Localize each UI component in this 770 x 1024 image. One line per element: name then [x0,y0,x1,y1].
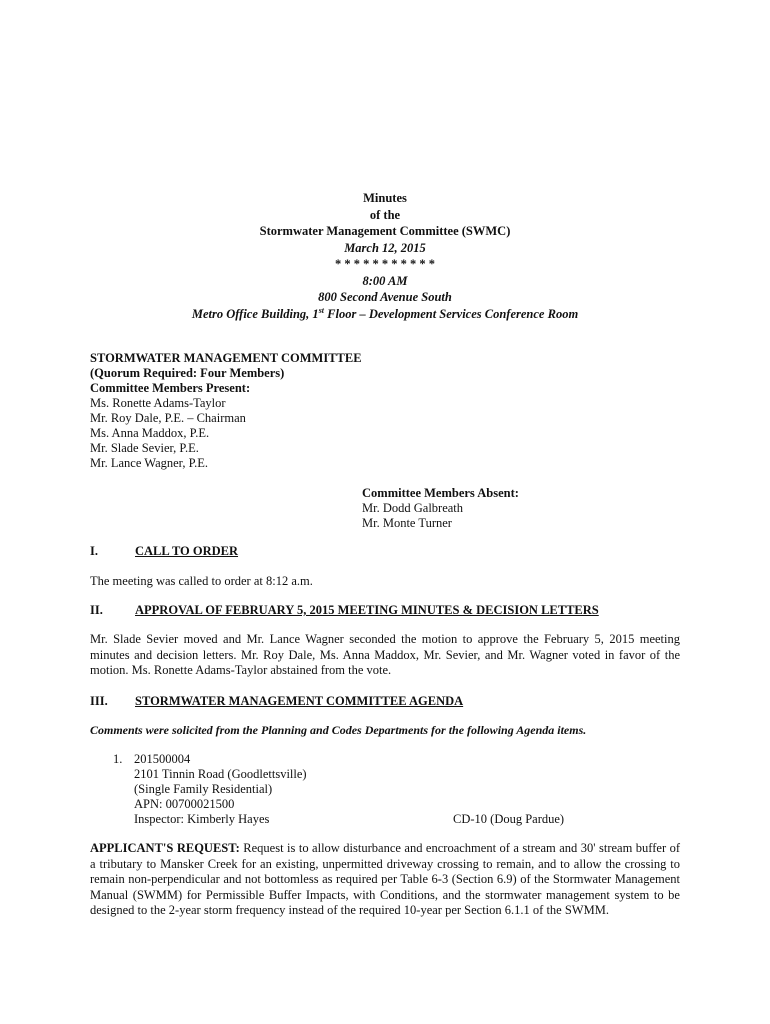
member-name: Ms. Anna Maddox, P.E. [90,426,210,440]
meeting-location [90,306,680,323]
section-number: III. [90,694,108,708]
section-number: II. [90,603,103,617]
star-divider: * * * * * * * * * * * [335,257,435,271]
item-number: 1. [113,752,123,766]
absent-label: Committee Members Absent: [362,486,519,500]
item-id: 201500004 [134,752,191,766]
header-committee-name: Stormwater Management Committee (SWMC) [259,224,511,238]
absent-member-name: Mr. Dodd Galbreath [362,501,464,515]
applicant-request-paragraph [90,841,680,919]
location-room: Floor – Development Services Conference Room [324,306,579,321]
committee-members-present [90,351,490,471]
header-line-minutes: Minutes [363,191,407,205]
meeting-time: 8:00 AM [362,273,408,288]
member-name: Mr. Slade Sevier, P.E. [90,441,199,455]
location-building: Metro Office Building, 1 [191,306,319,321]
agenda-note: Comments were solicited from the Planning and Codes Departments for the following Agenda items. [90,723,587,737]
location-floor-suffix: st [318,305,325,315]
section-title: STORMWATER MANAGEMENT COMMITTEE AGENDA [135,694,464,708]
minutes-header [90,190,680,322]
meeting-date: March 12, 2015 [344,240,426,255]
quorum-note: (Quorum Required: Four Members) [90,366,285,380]
item-apn: APN: 00700021500 [134,797,235,811]
member-name: Mr. Lance Wagner, P.E. [90,456,209,470]
applicant-request-text: Request is to allow disturbance and encroachment of a stream and 30' stream buffer of a tributary to Mansker Creek for an existing, unpermitted driveway crossing to remain, and to allow the crossing to remain non-perpendicular and not bottomless as required per Table 6-3 (Section 6.9) of the Stormwater Management Manual (SWMM) for Permissible Buffer Impacts, with Conditions, and the stormwater management system to be designed to the 2-year storm frequency instead of the required 10-year per Section 6.1.1 of the SWMM. [90,841,680,917]
present-label: Committee Members Present: [90,381,251,395]
member-name: Mr. Roy Dale, P.E. – Chairman [90,411,246,425]
section-title: APPROVAL OF FEBRUARY 5, 2015 MEETING MINUTES & DECISION LETTERS [135,603,599,617]
section-title: CALL TO ORDER [135,544,239,558]
item-council-district: CD-10 (Doug Pardue) [453,812,565,826]
section-number: I. [90,544,98,558]
header-line-of-the: of the [369,207,401,222]
item-type: (Single Family Residential) [134,782,273,796]
item-inspector: Inspector: Kimberly Hayes [134,812,270,826]
committee-title: STORMWATER MANAGEMENT COMMITTEE [90,351,362,365]
member-name: Ms. Ronette Adams-Taylor [90,396,226,410]
applicant-request-label: APPLICANT'S REQUEST: [90,841,240,855]
meeting-address: 800 Second Avenue South [318,290,452,304]
call-to-order-text: The meeting was called to order at 8:12 a.m. [90,574,313,588]
absent-member-name: Mr. Monte Turner [362,516,452,530]
committee-members-absent [362,486,662,531]
item-address: 2101 Tinnin Road (Goodlettsville) [134,767,307,781]
approval-paragraph: Mr. Slade Sevier moved and Mr. Lance Wagner seconded the motion to approve the February 5, 2015 meeting minutes and decision letters. Mr. Roy Dale, Ms. Anna Maddox, Mr. Sevier, and Mr. Wagner voted in favor of the motion. Ms. Ronette Adams-Taylor abstained from the vote. [90,632,680,677]
